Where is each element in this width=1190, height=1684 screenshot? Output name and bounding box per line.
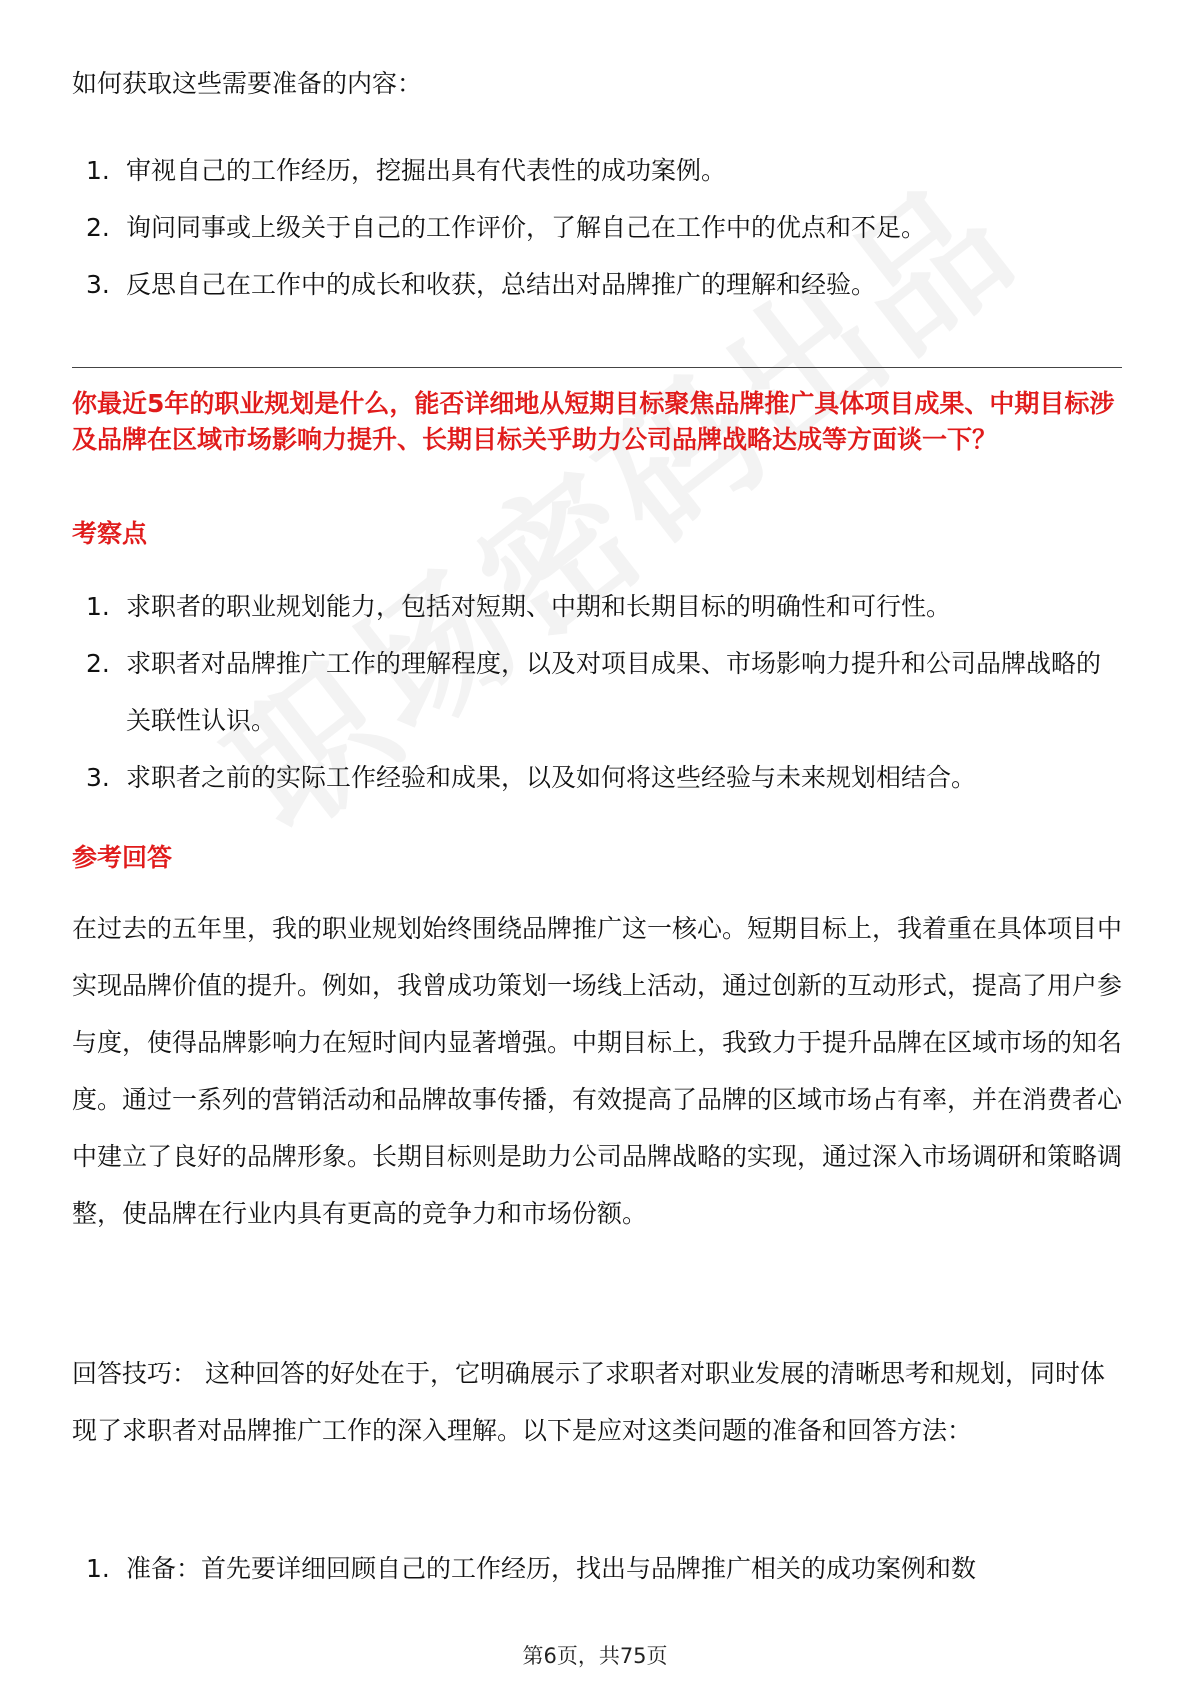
points-heading: 考察点 (72, 519, 148, 548)
prep-list (72, 1540, 1122, 1597)
list-item-text: 求职者对品牌推广工作的理解程度，以及对项目成果、市场影响力提升和公司品牌战略的关联性认识。 (126, 649, 1102, 735)
list-number: 1. (86, 1554, 110, 1583)
list-number: 3. (86, 763, 110, 792)
answer-heading: 参考回答 (72, 843, 173, 872)
list-item-text: 询问同事或上级关于自己的工作评价，了解自己在工作中的优点和不足。 (126, 213, 927, 242)
list-item-text: 准备：首先要详细回顾自己的工作经历，找出与品牌推广相关的成功案例和数 (126, 1554, 977, 1583)
list-item-text: 求职者之前的实际工作经验和成果，以及如何将这些经验与未来规划相结合。 (126, 763, 977, 792)
section-divider (72, 367, 1122, 368)
answer-text: 在过去的五年里，我的职业规划始终围绕品牌推广这一核心。短期目标上，我着重在具体项目中实现品牌价值的提升。例如，我曾成功策划一场线上活动，通过创新的互动形式，提高了用户参与度，使得品牌影响力在短时间内显著增强。中期目标上，我致力于提升品牌在区域市场的知名度。通过一系列的营销活动和品牌故事传播，有效提高了品牌的区域市场占有率，并在消费者心中建立了良好的品牌形象。长期目标则是助力公司品牌战略的实现，通过深入市场调研和策略调整，使品牌在行业内具有更高的竞争力和市场份额。 (72, 914, 1123, 1228)
list-item (72, 635, 1122, 749)
page-footer: 第6页，共75页 (522, 1644, 668, 1668)
list-item (72, 142, 1122, 199)
list-number: 2. (86, 649, 110, 678)
list-number: 3. (86, 270, 110, 299)
list-number: 2. (86, 213, 110, 242)
interview-question: 你最近5年的职业规划是什么，能否详细地从短期目标聚焦品牌推广具体项目成果、中期目标涉及品牌在区域市场影响力提升、长期目标关乎助力公司品牌战略达成等方面谈一下？ (72, 389, 1115, 454)
list-item (72, 749, 1122, 806)
list-item (72, 256, 1122, 313)
list-number: 1. (86, 156, 110, 185)
list-item (72, 199, 1122, 256)
list-item-text: 反思自己在工作中的成长和收获，总结出对品牌推广的理解和经验。 (126, 270, 877, 299)
intro-list (72, 142, 1122, 313)
intro-text: 如何获取这些需要准备的内容： (72, 69, 423, 98)
list-number: 1. (86, 592, 110, 621)
list-item-text: 求职者的职业规划能力，包括对短期、中期和长期目标的明确性和可行性。 (126, 592, 952, 621)
list-item (72, 578, 1122, 635)
list-item (72, 1540, 1122, 1597)
list-item-text: 审视自己的工作经历，挖掘出具有代表性的成功案例。 (126, 156, 727, 185)
points-list (72, 578, 1122, 806)
tips-text: 回答技巧： 这种回答的好处在于，它明确展示了求职者对职业发展的清晰思考和规划，同时体现了求职者对品牌推广工作的深入理解。以下是应对这类问题的准备和回答方法： (72, 1359, 1105, 1445)
